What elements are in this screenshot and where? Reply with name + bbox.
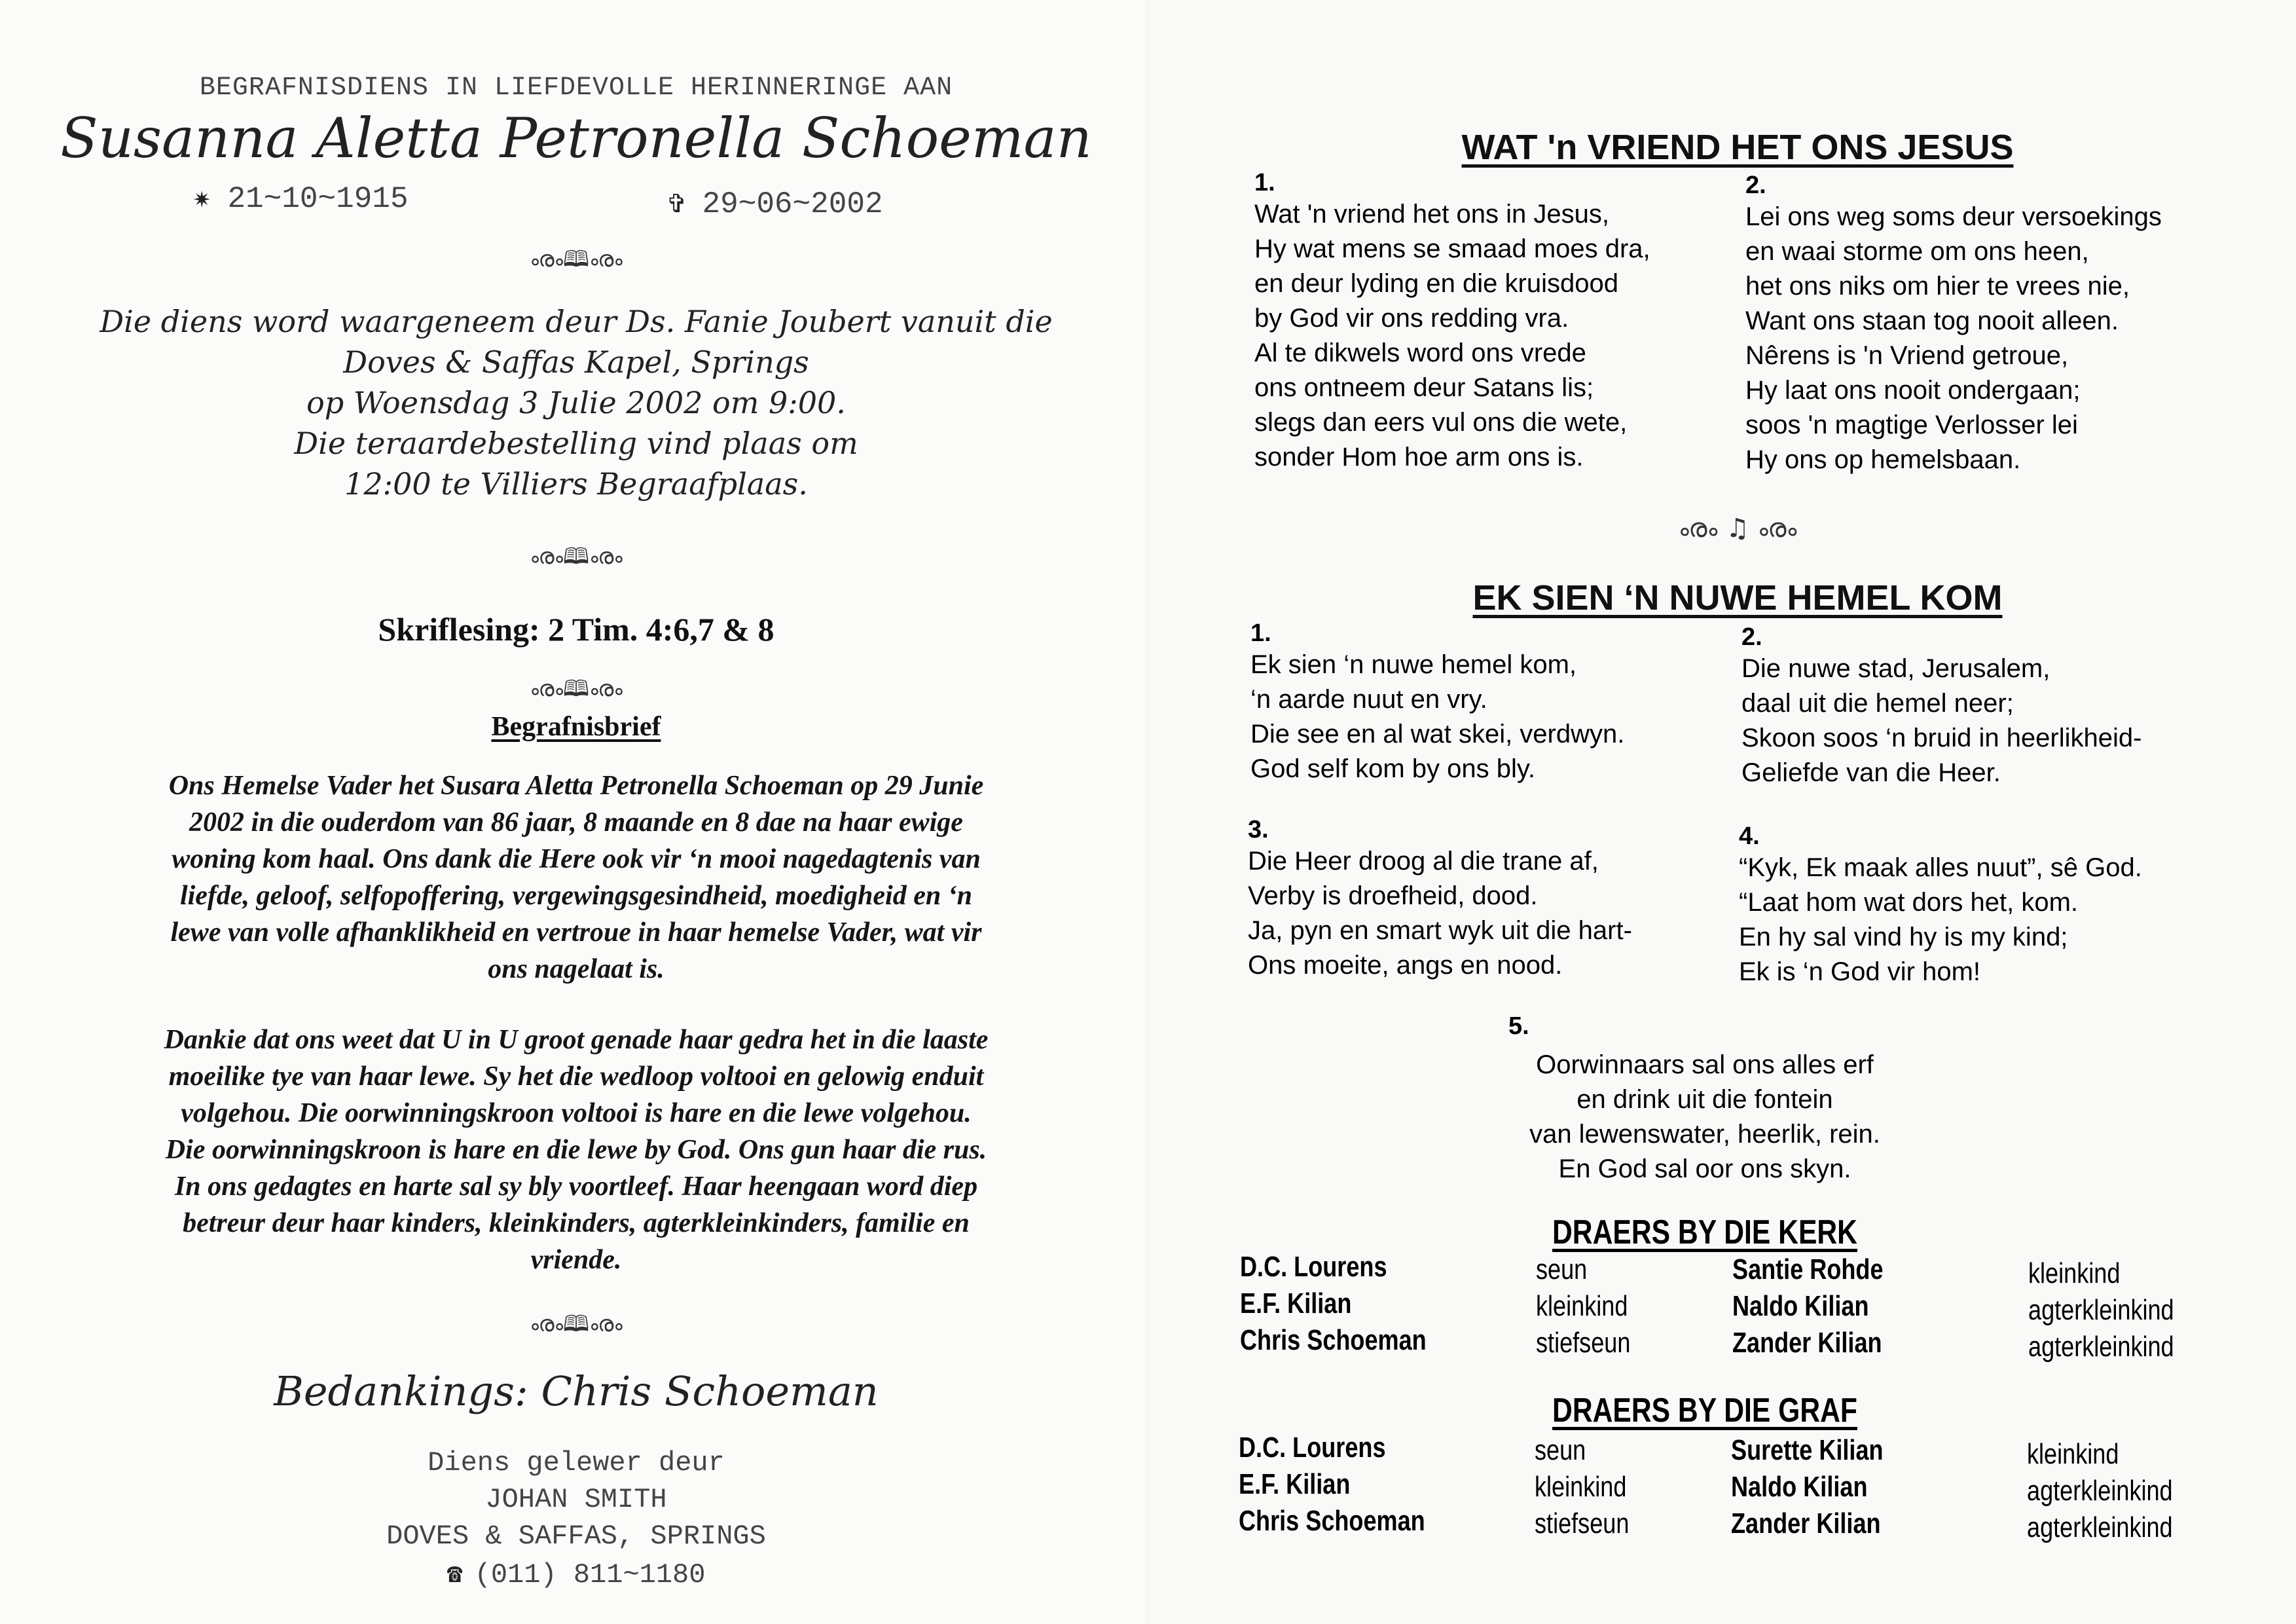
bearer-relation: seun — [1536, 1253, 1588, 1285]
letter-line: volgehou. Die oorwinningskroon voltooi is hare en die lewe volgehou. — [181, 1098, 972, 1128]
verse-number: 2. — [1745, 172, 1766, 199]
hymn-2-title: EK SIEN ‘N NUWE HEMEL KOM — [1472, 578, 2003, 618]
thanks-line: Bedankings: Chris Schoeman — [274, 1367, 879, 1415]
provider-line: JOHAN SMITH — [485, 1484, 667, 1515]
verse-number: 4. — [1739, 822, 1760, 850]
letter-line: ons nagelaat is. — [488, 954, 665, 984]
hymn-1-verse-2 — [1745, 172, 2243, 477]
bearers-grave-title: DRAERS BY DIE GRAF — [1552, 1392, 1857, 1430]
verse-line: Verby is droefheid, dood. — [1248, 881, 1538, 910]
verse-line: En God sal oor ons skyn. — [1558, 1154, 1851, 1183]
bearer-name: D.C. Lourens — [1239, 1431, 1386, 1464]
verse-line: en drink uit die fontein — [1576, 1085, 1833, 1114]
bearer-name: Chris Schoeman — [1240, 1324, 1427, 1356]
letter-line: 2002 in die ouderdom van 86 jaar, 8 maande en 8 dae na haar ewige — [189, 807, 963, 838]
bearers-grave-heading-wrap — [1377, 1391, 2032, 1430]
verse-line: Ja, pyn en smart wyk uit die hart- — [1248, 916, 1632, 945]
bearer-relation: agterkleinkind — [2028, 1331, 2174, 1363]
bearer-relation: kleinkind — [2028, 1257, 2121, 1289]
bearer-relation: agterkleinkind — [2027, 1475, 2173, 1507]
header-line: BEGRAFNISDIENS IN LIEFDEVOLLE HERINNERINGE AAN — [199, 73, 953, 103]
letter-line: woning kom haal. Ons dank die Here ook vir ‘n mooi nagedagtenis van — [172, 844, 981, 874]
birth-date: 21~10~1915 — [227, 182, 409, 216]
verse-line: Oorwinnaars sal ons alles erf — [1536, 1050, 1874, 1079]
verse-line: soos 'n magtige Verlosser lei — [1745, 411, 2078, 439]
letter-line: liefde, geloof, selfopoffering, vergewingsgesindheid, moedigheid en ‘n — [179, 881, 973, 911]
verse-line: Al te dikwels word ons vrede — [1254, 339, 1586, 367]
bearer-relation: kleinkind — [2027, 1438, 2119, 1470]
right-panel — [1148, 0, 2296, 1624]
letter-line: Dankie dat ons weet dat U in U groot genade haar gedra het in die laaste — [164, 1025, 989, 1055]
verse-line: Nêrens is 'n Vriend getroue, — [1745, 341, 2069, 370]
hymn-2-verse-5 — [1443, 1048, 1967, 1187]
verse-line: God self kom by ons bly. — [1250, 754, 1535, 783]
bearer-name: E.F. Kilian — [1239, 1468, 1351, 1500]
hymn-1-title: WAT 'n VRIEND HET ONS JESUS — [1461, 128, 2014, 167]
verse-line: Ek is ‘n God vir hom! — [1739, 957, 1981, 986]
verse-line: Die Heer droog al die trane af, — [1248, 847, 1599, 876]
letter-line: Die oorwinningskroon is hare en die lewe by God. Ons gun haar die rus. — [165, 1135, 987, 1165]
letter-line: moeilike tye van haar lewe. Sy het die wedloop voltooi en gelowig enduit — [168, 1061, 984, 1092]
verse-line: Geliefde van die Heer. — [1741, 758, 2001, 787]
service-line: Doves & Saffas Kapel, Springs — [343, 344, 809, 380]
verse-line: Ons moeite, angs en nood. — [1248, 951, 1563, 980]
bearer-relation: agterkleinkind — [2027, 1511, 2173, 1543]
verse-line: En hy sal vind hy is my kind; — [1739, 923, 2068, 951]
verse-number: 1. — [1254, 169, 1275, 196]
verse-line: ons ontneem deur Satans lis; — [1254, 373, 1594, 402]
letter-line: In ons gedagtes en harte sal sy bly voortleef. Haar heengaan word diep — [174, 1172, 978, 1202]
birth-star-icon: ✷ — [193, 183, 211, 216]
verse-line: by God vir ons redding vra. — [1254, 304, 1569, 333]
verse-line: Hy wat mens se smaad moes dra, — [1254, 234, 1650, 263]
phone-number: (011) 811~1180 — [474, 1559, 706, 1591]
bearer-name: Zander Kilian — [1732, 1327, 1882, 1359]
verse-number: 5. — [1508, 1012, 1529, 1040]
letter-line: lewe van volle afhanklikheid en vertroue in haar hemelse Vader, wat vir — [170, 917, 982, 948]
verse-number: 3. — [1248, 816, 1269, 843]
verse-line: Die nuwe stad, Jerusalem, — [1741, 654, 2050, 683]
verse-line: sonder Hom hoe arm ons is. — [1254, 443, 1584, 471]
deceased-name: Susanna Aletta Petronella Schoeman — [60, 106, 1092, 170]
service-line: op Woensdag 3 Julie 2002 om 9:00. — [306, 385, 846, 420]
cross-icon: ✞ — [668, 189, 685, 221]
letter-line: vriende. — [530, 1245, 622, 1275]
provider-line: Diens gelewer deur — [428, 1447, 725, 1479]
verse-line: en deur lyding en die kruisdood — [1254, 269, 1618, 298]
bearer-relation: kleinkind — [1536, 1290, 1628, 1322]
letter-paragraph-1 — [39, 767, 1113, 987]
bearer-relation: stiefseun — [1536, 1327, 1631, 1359]
service-details — [39, 301, 1113, 504]
verse-line: slegs dan eers vul ons die wete, — [1254, 408, 1628, 437]
verse-line: daal uit die hemel neer; — [1741, 689, 2014, 718]
service-line: 12:00 te Villiers Begraafplaas. — [344, 466, 808, 502]
verse-line: Want ons staan tog nooit alleen. — [1745, 306, 2119, 335]
bearer-name: Chris Schoeman — [1239, 1505, 1425, 1537]
death-line — [668, 186, 883, 221]
bearer-name: D.C. Lourens — [1240, 1251, 1387, 1283]
verse-number: 2. — [1741, 623, 1762, 651]
bearer-name: Naldo Kilian — [1732, 1290, 1869, 1322]
bearer-relation: seun — [1535, 1434, 1586, 1466]
bearer-relation: agterkleinkind — [2028, 1294, 2174, 1326]
book-ornament-icon: ൟ🕮ൟ — [530, 246, 623, 272]
phone-icon: ☎ — [446, 1561, 463, 1591]
death-date: 29~06~2002 — [702, 187, 883, 221]
hymn-2-verse-2 — [1741, 623, 2239, 790]
hymn-2-verse-3 — [1248, 816, 1706, 983]
verse-line: en waai storme om ons heen, — [1745, 237, 2089, 266]
verse-line: Die see en al wat skei, verdwyn. — [1250, 720, 1625, 748]
bearers-church-heading-wrap — [1377, 1213, 2032, 1252]
service-provider — [52, 1445, 1100, 1555]
bearer-name: Surette Kilian — [1731, 1434, 1884, 1466]
hymn-2-verse-4 — [1739, 822, 2236, 989]
verse-line: Lei ons weg soms deur versoekings — [1745, 202, 2162, 231]
music-note-icon: ൟ ♫ ൟ — [1678, 513, 1797, 544]
verse-number: 1. — [1250, 619, 1271, 647]
letter-line: betreur deur haar kinders, kleinkinders, agterkleinkinders, familie en — [183, 1208, 970, 1238]
verse-line: “Laat hom wat dors het, kom. — [1739, 888, 2079, 917]
service-line: Die diens word waargeneem deur Ds. Fanie Joubert vanuit die — [100, 304, 1053, 339]
verse-line: Hy ons op hemelsbaan. — [1745, 445, 2021, 474]
bearer-name: Zander Kilian — [1731, 1507, 1881, 1540]
letter-line: Ons Hemelse Vader het Susara Aletta Petronella Schoeman op 29 Junie — [168, 771, 984, 801]
bearer-name: E.F. Kilian — [1240, 1287, 1352, 1320]
bearer-relation: stiefseun — [1535, 1507, 1630, 1540]
service-line: Die teraardebestelling vind plaas om — [294, 426, 858, 461]
provider-line: DOVES & SAFFAS, SPRINGS — [386, 1521, 766, 1552]
bearer-name: Santie Rohde — [1732, 1253, 1884, 1285]
letter-paragraph-2 — [39, 1022, 1113, 1278]
verse-line: “Kyk, Ek maak alles nuut”, sê God. — [1739, 853, 2142, 882]
phone-line — [52, 1559, 1100, 1591]
verse-line: Hy laat ons nooit ondergaan; — [1745, 376, 2081, 405]
verse-line: het ons niks om hier te vrees nie, — [1745, 272, 2130, 301]
bearer-relation: kleinkind — [1535, 1471, 1627, 1503]
verse-line: ‘n aarde nuut en vry. — [1250, 685, 1487, 714]
birth-line — [193, 181, 409, 216]
book-ornament-icon: ൟ🕮ൟ — [530, 1311, 623, 1337]
bearer-name: Naldo Kilian — [1731, 1471, 1868, 1503]
verse-line: Ek sien ‘n nuwe hemel kom, — [1250, 650, 1577, 679]
verse-line: van lewenswater, heerlik, rein. — [1529, 1120, 1880, 1149]
book-ornament-icon: ൟ🕮ൟ — [530, 544, 623, 570]
hymn-2-verse-1 — [1250, 619, 1709, 786]
verse-line: Skoon soos ‘n bruid in heerlikheid- — [1741, 724, 2142, 752]
scripture-reading: Skriflesing: 2 Tim. 4:6,7 & 8 — [378, 611, 774, 648]
hymn-1-verse-1 — [1254, 169, 1700, 475]
book-ornament-icon: ൟ🕮ൟ — [530, 676, 623, 702]
verse-line: Wat 'n vriend het ons in Jesus, — [1254, 200, 1609, 229]
bearers-church-title: DRAERS BY DIE KERK — [1552, 1213, 1857, 1251]
letter-title: Begrafnisbrief — [491, 712, 661, 742]
